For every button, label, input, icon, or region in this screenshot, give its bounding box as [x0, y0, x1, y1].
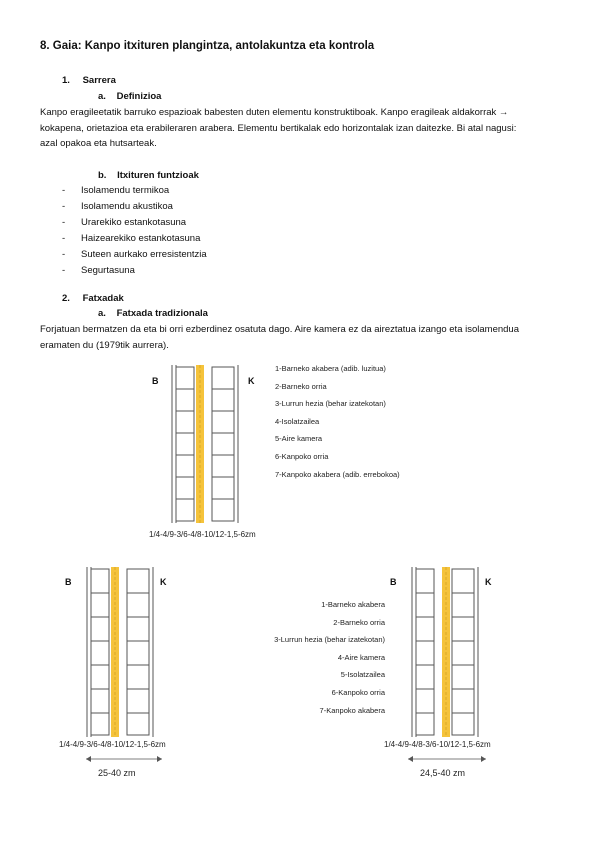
subsection-1a-title: Definizioa [116, 91, 162, 102]
subsection-2a-letter: a. [98, 308, 106, 319]
subsection-1b-heading [98, 170, 199, 181]
legend-item: 2-Barneko orria [275, 381, 327, 391]
list-item: - Urarekiko estankotasuna [62, 215, 207, 231]
legend-item: 6-Kanpoko orria [331, 687, 385, 697]
legend-item: 3-Lurrun hezia (behar izatekotan) [275, 399, 386, 409]
figure2-wall-section [85, 567, 157, 739]
figure1-dimensions: 1/4-4/9-3/6-4/8-10/12-1,5-6zm [149, 530, 256, 539]
definition-paragraph [40, 105, 560, 152]
list-item: - Isolamendu termikoa [62, 183, 207, 199]
definition-line: azal opakoa eta hutsarteak. [40, 138, 157, 149]
section-2-title: Fatxadak [82, 293, 124, 304]
page-title: 8. Gaia: Kanpo itxituren plangintza, antolakuntza eta kontrola [40, 40, 375, 52]
section-1-heading [62, 75, 116, 86]
legend-item: 4-Aire kamera [337, 652, 385, 662]
section-2-number: 2. [62, 293, 70, 304]
figure3-wall-section [410, 567, 482, 739]
legend-item: 6-Kanpoko orria [275, 451, 329, 461]
figure3-total: 24,5-40 zm [420, 768, 466, 778]
list-item: - Haizearekiko estankotasuna [62, 231, 207, 247]
legend-item: 7-Kanpoko akabera (adib. errebokoa) [275, 469, 400, 479]
list-item: - Isolamendu akustikoa [62, 199, 207, 215]
legend-item: 2-Barneko orria [333, 617, 385, 627]
list-item: - Suteen aurkako erresistentzia [62, 247, 207, 263]
figure3-legend [245, 596, 385, 719]
legend-item: 7-Kanpoko akabera [319, 705, 385, 715]
intro-paragraph [40, 322, 560, 353]
legend-item: 5-Aire kamera [275, 434, 323, 444]
figure2-interior-label: B [65, 577, 72, 587]
intro-line: eramaten du (1979tik aurrera). [40, 339, 169, 351]
subsection-1a-heading [98, 91, 161, 102]
subsection-1b-title: Itxituren funtzioak [117, 170, 199, 181]
figure3-interior-label: B [390, 577, 397, 587]
figure2-exterior-label: K [160, 577, 167, 587]
figure3-dimensions: 1/4-4/9-4/8-3/6-10/12-1,5-6zm [384, 740, 491, 749]
legend-item: 3-Lurrun hezia (behar izatekotan) [274, 635, 385, 645]
subsection-1a-letter: a. [98, 91, 106, 102]
figure1-interior-label: B [152, 376, 159, 386]
legend-item: 4-Isolatzailea [275, 416, 320, 426]
subsection-2a-heading [98, 308, 208, 319]
section-1-number: 1. [62, 75, 70, 86]
functions-list [62, 183, 207, 279]
figure1-wall-section [170, 365, 242, 525]
figure2-dimensions: 1/4-4/9-3/6-4/8-10/12-1,5-6zm [59, 740, 166, 749]
definition-line: Kanpo eragileetatik barruko espazioak babesten duten elementu konstruktiboak. Kanpo eragileak aldakorrak → [40, 107, 509, 118]
figure2-total: 25-40 zm [98, 768, 136, 778]
section-2-heading [62, 293, 124, 304]
figure1-exterior-label: K [248, 376, 255, 386]
definition-line: kokapena, orietazioa eta erabileraren arabera. Elementu bertikalak edo horizontalak izan daitezke. Bi atal nagusi: [40, 122, 517, 134]
subsection-1b-letter: b. [98, 170, 107, 181]
legend-item: 1-Barneko akabera [321, 600, 385, 609]
legend-item: 5-Isolatzailea [340, 670, 385, 680]
figure2-total-arrow [84, 754, 164, 764]
legend-item: 1-Barneko akabera (adib. luzitua) [275, 364, 386, 373]
figure3-total-arrow [406, 754, 488, 764]
list-item: - Segurtasuna [62, 263, 207, 279]
section-1-title: Sarrera [82, 75, 116, 86]
figure3-exterior-label: K [485, 577, 492, 587]
intro-line: Forjatuan bermatzen da eta bi orri ezberdinez osatuta dago. Aire kamera ez da aireztatua izango eta isolamendua [40, 324, 519, 335]
figure1-legend [275, 360, 400, 483]
subsection-2a-title: Fatxada tradizionala [116, 308, 208, 319]
